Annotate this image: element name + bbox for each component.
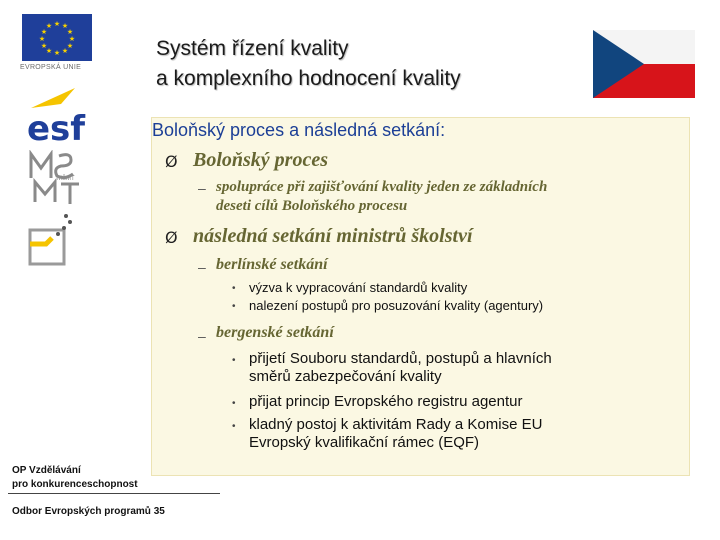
berlin-item-1: výzva k vypracování standardů kvality <box>249 280 468 295</box>
msmt-logo-text: MŠMT <box>57 176 75 182</box>
bergen-item-1-line-2: směrů zabezpečování kvality <box>249 368 442 385</box>
msmt-logo <box>27 150 85 206</box>
svg-text:★: ★ <box>66 28 74 36</box>
bullet-dot: • <box>232 355 236 366</box>
czech-flag-logo <box>593 30 695 98</box>
eu-flag-logo <box>22 14 92 61</box>
section-heading: Boloňský proces a následná setkání: <box>152 120 446 140</box>
sub-bullet-dash: – <box>198 180 206 196</box>
svg-text:★: ★ <box>53 49 61 57</box>
sub-bullet-dash: – <box>198 328 206 344</box>
svg-text:★: ★ <box>68 35 76 43</box>
bergen-item-3-line-1: kladný postoj k aktivitám Rady a Komise EU <box>249 416 543 433</box>
bergen-item-1 <box>249 350 552 386</box>
svg-text:★: ★ <box>38 35 46 43</box>
bullet-nasledna-setkani: následná setkání ministrů školství <box>193 225 473 247</box>
sub-bullet-berlinske: berlínské setkání <box>216 256 328 273</box>
slide-title <box>156 34 461 94</box>
sub-bullet-spoluprace <box>216 178 547 216</box>
sub-bullet-bergenske: bergenské setkání <box>216 324 334 341</box>
bullet-dot: • <box>232 421 236 432</box>
bullet-bolonsky-proces: Boloňský proces <box>193 149 328 171</box>
bullet-arrow-icon: Ø <box>165 152 178 171</box>
svg-text:★: ★ <box>61 47 69 55</box>
footer-line-3: Odbor Evropských programů 35 <box>12 506 165 517</box>
op-education-logo <box>26 214 80 268</box>
bullet-dot: • <box>232 301 236 312</box>
footer-divider <box>8 493 220 494</box>
footer-line-2: pro konkurenceschopnost <box>12 479 138 490</box>
footer-line-1: OP Vzdělávání <box>12 465 81 476</box>
svg-text:★: ★ <box>45 47 53 55</box>
bergen-item-2: přijat princip Evropského registru agentur <box>249 393 523 410</box>
svg-text:★: ★ <box>40 28 48 36</box>
bullet-dot: • <box>232 283 236 294</box>
svg-text:★: ★ <box>45 22 53 30</box>
esf-logo <box>25 84 95 144</box>
svg-text:★: ★ <box>40 42 48 50</box>
esf-logo-text: esf <box>27 109 86 144</box>
bergen-item-1-line-1: přijetí Souboru standardů, postupů a hlavních <box>249 350 552 367</box>
eu-stars-icon <box>22 14 92 61</box>
title-line-1: Systém řízení kvality <box>156 37 349 60</box>
bullet-arrow-icon: Ø <box>165 228 178 247</box>
bergen-item-3-line-2: Evropský kvalifikační rámec (EQF) <box>249 434 480 451</box>
sub-bullet-dash: – <box>198 259 206 275</box>
title-line-2: a komplexního hodnocení kvality <box>156 67 461 90</box>
sub-bullet-spoluprace-line-2: deseti cílů Boloňského procesu <box>216 198 408 214</box>
eu-caption: EVROPSKÁ UNIE <box>20 64 82 71</box>
bullet-dot: • <box>232 398 236 409</box>
svg-text:★: ★ <box>61 22 69 30</box>
sub-bullet-spoluprace-line-1: spolupráce při zajišťování kvality jeden ze základních <box>216 179 548 195</box>
svg-text:★: ★ <box>66 42 74 50</box>
bergen-item-3 <box>249 416 542 452</box>
svg-text:★: ★ <box>53 20 61 28</box>
berlin-item-2: nalezení postupů pro posuzování kvality (agentury) <box>249 298 544 313</box>
